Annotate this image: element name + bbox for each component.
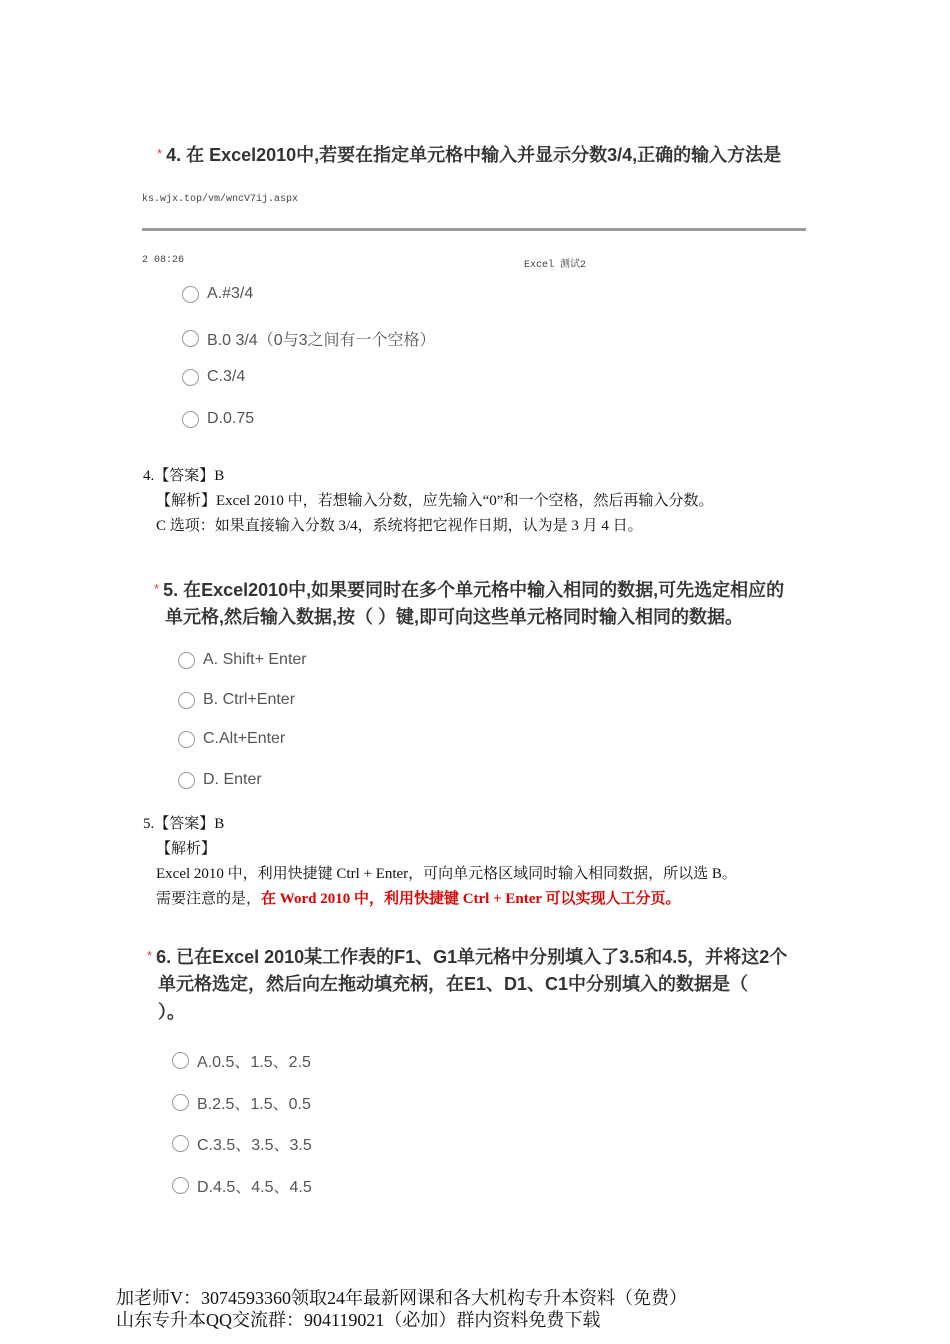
question-4-text: 4. 在 Excel2010中,若要在指定单元格中输入并显示分数3/4,正确的输入方法是 [166,145,782,165]
question-5-title-line2: 单元格,然后输入数据,按（ ）键,即可向这些单元格同时输入相同的数据。 [165,607,744,627]
q5-analysis-1: Excel 2010 中，利用快捷键 Ctrl + Enter，可向单元格区域同时输入相同数据，所以选 B。 [156,866,737,882]
q4-analysis-2: C 选项：如果直接输入分数 3/4，系统将把它视作日期，认为是 3 月 4 日。 [156,518,643,534]
radio-icon[interactable] [178,772,195,789]
question-5-title-line1: * 5. 在Excel2010中,如果要同时在多个单元格中输入相同的数据,可先选定相应的 [154,580,785,600]
question-6-title-line2: 单元格选定，然后向左拖动填充柄，在E1、D1、C1中分别填入的数据是（ [158,974,749,994]
q4-option-b[interactable]: B.0 3/4（0与3之间有一个空格） [182,327,436,350]
q5-option-d[interactable]: D. Enter [178,771,262,789]
divider [142,228,806,231]
radio-icon[interactable] [178,652,195,669]
radio-icon[interactable] [172,1135,189,1152]
q4-answer: 4.【答案】B [143,468,225,484]
q4-option-d[interactable]: D.0.75 [182,410,254,428]
page-url: ks.wjx.top/vm/wncV7ij.aspx [142,194,299,205]
q5-option-a[interactable]: A. Shift+ Enter [178,651,307,669]
required-star: * [147,948,153,963]
q4-option-c[interactable]: C.3/4 [182,368,245,386]
q4-option-a[interactable]: A.#3/4 [182,285,253,303]
question-6-title-line3: ）。 [158,1002,185,1022]
q5-answer: 5.【答案】B [143,816,225,832]
footer-line2: 山东专升本QQ交流群：904119021（必加）群内资料免费下载 [116,1310,601,1330]
q6-option-a[interactable]: A.0.5、1.5、2.5 [172,1049,311,1072]
print-page-title: Excel 测试2 [524,260,587,271]
q6-option-c[interactable]: C.3.5、3.5、3.5 [172,1132,312,1155]
radio-icon[interactable] [182,286,199,303]
q4-analysis-1: 【解析】Excel 2010 中，若想输入分数，应先输入“0”和一个空格，然后再输入分数。 [156,493,714,509]
q5-analysis-2: 需要注意的是，在 Word 2010 中，利用快捷键 Ctrl + Enter 可以实现人工分页。 [156,891,681,907]
radio-icon[interactable] [178,692,195,709]
question-4-title [157,140,781,169]
radio-icon[interactable] [178,731,195,748]
q5-option-b[interactable]: B. Ctrl+Enter [178,691,295,709]
q6-option-b[interactable]: B.2.5、1.5、0.5 [172,1091,311,1114]
footer-line1: 加老师V：3074593360领取24年最新网课和各大机构专升本资料（免费） [116,1288,687,1308]
radio-icon[interactable] [172,1094,189,1111]
q5-option-c[interactable]: C.Alt+Enter [178,730,285,748]
q6-option-d[interactable]: D.4.5、4.5、4.5 [172,1174,312,1197]
q5-analysis-label: 【解析】 [156,841,217,857]
radio-icon[interactable] [182,330,199,347]
question-6-title-line1: * 6. 已在Excel 2010某工作表的F1、G1单元格中分别填入了3.5和4.5，并将这2个 [147,947,788,967]
required-star: * [157,146,163,161]
radio-icon[interactable] [172,1052,189,1069]
radio-icon[interactable] [182,411,199,428]
required-star: * [154,581,160,596]
radio-icon[interactable] [182,369,199,386]
radio-icon[interactable] [172,1177,189,1194]
analysis-highlight: 在 Word 2010 中，利用快捷键 Ctrl + Enter 可以实现人工分页。 [261,891,681,907]
print-time: 2 08:26 [142,255,185,266]
